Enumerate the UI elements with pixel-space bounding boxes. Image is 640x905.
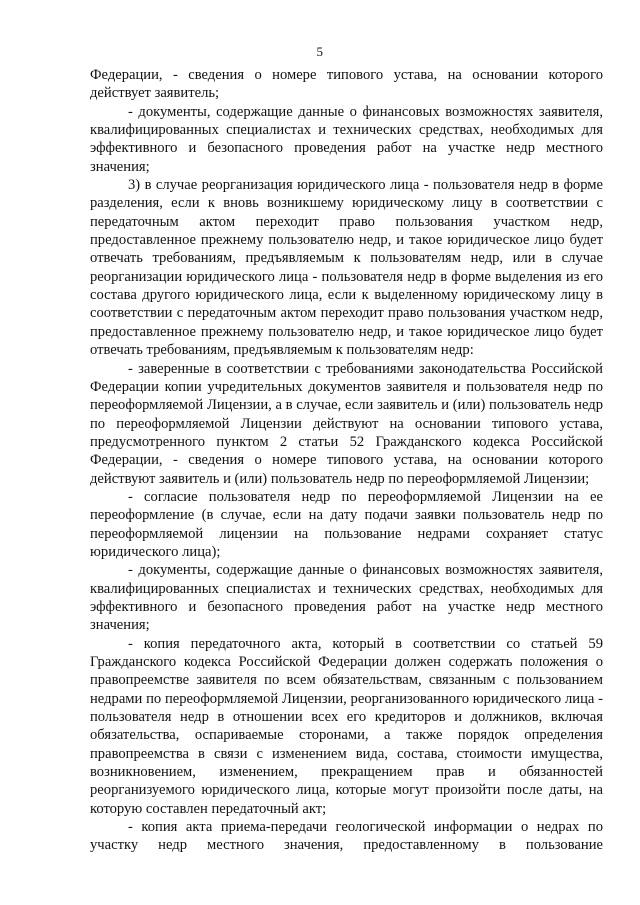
paragraph: - копия передаточного акта, который в соответствии со статьей 59 Гражданского кодекса Российской Федерации должен содержать положения о правопреемстве заявителя по всем обязательствам, связанным с пользованием недрами по переоформляемой Лицензии, реорганизованного юридического лица - пользователя недр в отношении всех его кредиторов и должников, включая обязательства, оспариваемые сторонами, а также порядок определения правопреемства в связи с изменением вида, состава, стоимости имущества, возникновением, изменением, прекращением прав и обязанностей реорганизуемого юридического лица, которые могут произойти после даты, на которую составлен передаточный акт;	[90, 635, 603, 817]
paragraph: - документы, содержащие данные о финансовых возможностях заявителя, квалифицированных специалистах и технических средствах, необходимых для эффективного и безопасного проведения работ на участке недр местного значения;	[90, 103, 603, 175]
paragraph: - копия акта приема-передачи геологической информации о недрах по участку недр местного значения, предоставленному в пользование	[90, 819, 603, 854]
paragraph: Федерации, - сведения о номере типового устава, на основании которого действует заявитель;	[90, 67, 603, 102]
paragraph: 3) в случае реорганизация юридического лица - пользователя недр в форме разделения, если к вновь возникшему юридическому лицу в соответствии с передаточным актом переходит право пользования участком недр, предоставленное прежнему пользователю недр, и такое юридическое лицо будет отвечать требованиям, предъявляемым к пользователям недр, или в случае реорганизации юридического лица - пользователя недр в форме выделения из его состава другого юридического лица, если к выделенному юридическому лицу в соответствии с передаточным актом переходит право пользования участком недр, предоставленное прежнему пользователю недр, и такое юридическое лицо будет отвечать требованиям, предъявляемым к пользователям недр:	[90, 177, 603, 359]
page-number: 5	[316, 44, 324, 59]
paragraph: - согласие пользователя недр по переоформляемой Лицензии на ее переоформление (в случае, если на дату подачи заявки пользователь недр по переоформляемой лицензии на пользование недрами сохраняет статус юридического лица);	[90, 488, 603, 560]
paragraph: - заверенные в соответствии с требованиями законодательства Российской Федерации копии учредительных документов заявителя и пользователя недр по переоформляемой Лицензии, а в случае, если заявитель и (или) пользователь недр по переоформляемой Лицензии действуют на основании типового устава, предусмотренного пунктом 2 статьи 52 Гражданского кодекса Российской Федерации, - сведения о номере типового устава, на основании которого действуют заявитель и (или) пользователь недр по переоформляемой Лицензии;	[90, 360, 603, 487]
paragraph: - документы, содержащие данные о финансовых возможностях заявителя, квалифицированных специалистах и технических средствах, необходимых для эффективного и безопасного проведения работ на участке недр местного значения;	[90, 562, 603, 634]
document-body	[90, 66, 603, 855]
